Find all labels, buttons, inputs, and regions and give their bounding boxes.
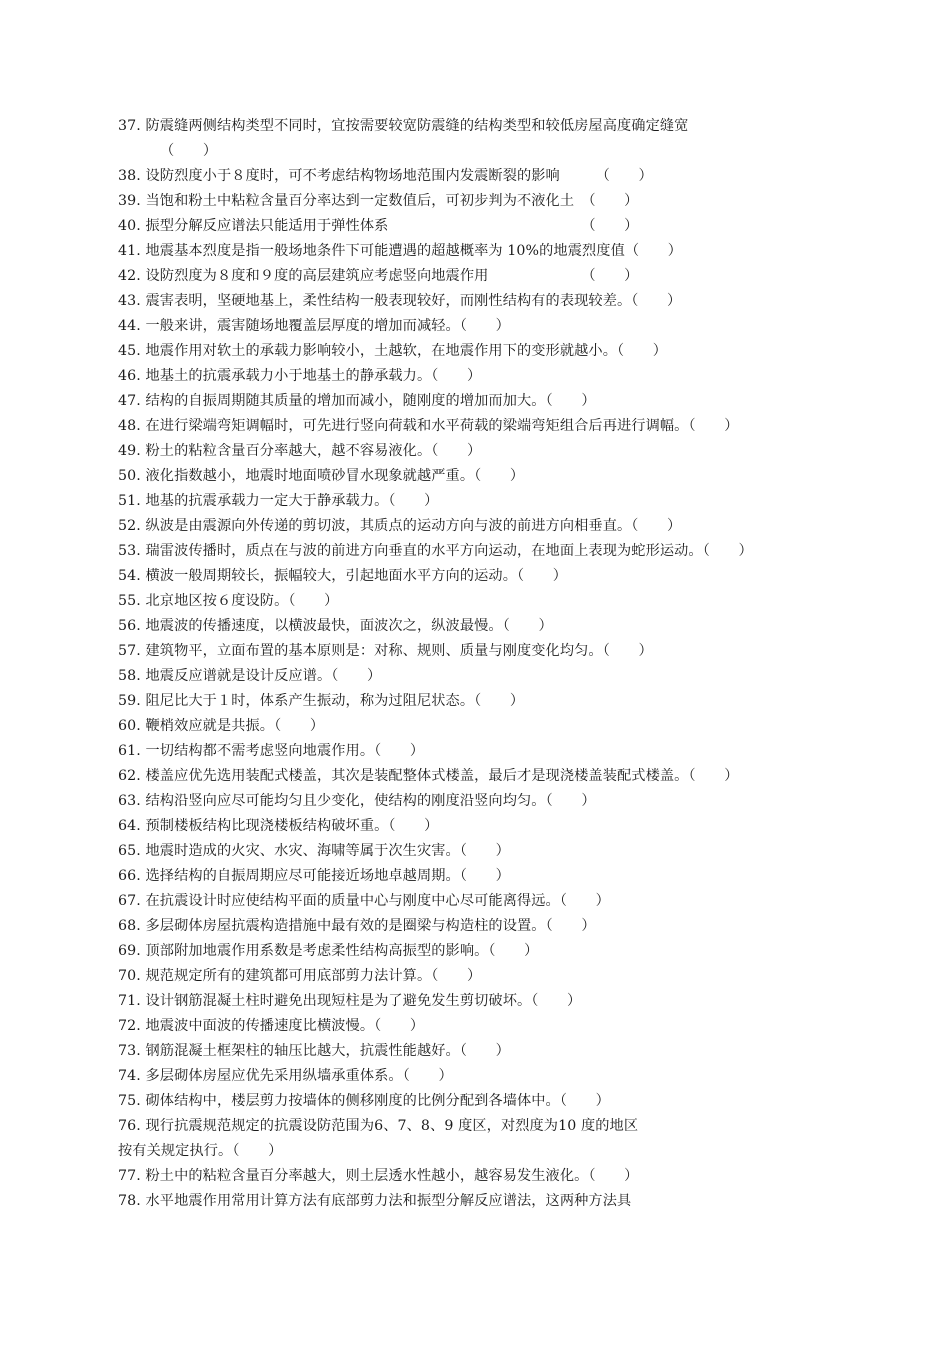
question-number: 50. xyxy=(118,468,141,484)
question-item xyxy=(118,664,848,689)
question-text: 多层砌体房屋抗震构造措施中最有效的是圈梁与构造柱的设置。（ ） xyxy=(145,918,596,934)
question-item xyxy=(118,289,848,314)
question-item xyxy=(118,114,848,139)
question-number: 63. xyxy=(118,793,141,809)
question-item xyxy=(118,1064,848,1089)
question-number: 40. xyxy=(118,218,141,234)
question-number: 46. xyxy=(118,368,141,384)
question-item xyxy=(118,314,848,339)
question-number: 47. xyxy=(118,393,141,409)
question-item xyxy=(118,689,848,714)
question-text: 瑞雷波传播时，质点在与波的前进方向垂直的水平方向运动，在地面上表现为蛇形运动。（ ） xyxy=(145,543,753,559)
question-number: 41. xyxy=(118,243,141,259)
question-number: 77. xyxy=(118,1168,141,1184)
question-number: 39. xyxy=(118,193,141,209)
question-text: 楼盖应优先选用装配式楼盖，其次是装配整体式楼盖，最后才是现浇楼盖装配式楼盖。（ ） xyxy=(145,768,739,784)
question-item xyxy=(118,389,848,414)
question-number: 75. xyxy=(118,1093,141,1109)
question-number: 42. xyxy=(118,268,141,284)
question-item xyxy=(118,839,848,864)
question-number: 78. xyxy=(118,1193,141,1209)
question-item xyxy=(118,214,848,239)
question-text: 地震作用对软土的承载力影响较小，土越软，在地震作用下的变形就越小。（ ） xyxy=(145,343,668,359)
question-number: 45. xyxy=(118,343,141,359)
question-item xyxy=(118,1089,848,1114)
question-number: 43. xyxy=(118,293,141,309)
question-text: 现行抗震规范规定的抗震设防范围为6、7、8、9 度区，对烈度为10 度的地区 xyxy=(145,1118,639,1134)
question-item xyxy=(118,714,848,739)
question-text: 砌体结构中，楼层剪力按墙体的侧移刚度的比例分配到各墙体中。（ ） xyxy=(145,1093,610,1109)
question-continuation: （ ） xyxy=(160,143,218,159)
question-number: 48. xyxy=(118,418,141,434)
question-number: 72. xyxy=(118,1018,141,1034)
question-item xyxy=(118,414,848,439)
question-item xyxy=(118,989,848,1014)
question-number: 60. xyxy=(118,718,141,734)
question-text: 水平地震作用常用计算方法有底部剪力法和振型分解反应谱法，这两种方法具 xyxy=(145,1193,632,1209)
question-text: 地基的抗震承载力一定大于静承载力。（ ） xyxy=(145,493,439,509)
question-number: 71. xyxy=(118,993,141,1009)
question-number: 62. xyxy=(118,768,141,784)
question-item xyxy=(118,1039,848,1064)
question-text: 建筑物平，立面布置的基本原则是：对称、规则、质量与刚度变化均匀。（ ） xyxy=(145,643,653,659)
question-item xyxy=(118,614,848,639)
question-text: 设防烈度小于８度时，可不考虑结构物场地范围内发震断裂的影响 （ ） xyxy=(145,168,653,184)
question-item xyxy=(118,764,848,789)
question-text: 粉土的粘粒含量百分率越大，越不容易液化。（ ） xyxy=(145,443,482,459)
question-number: 59. xyxy=(118,693,141,709)
question-item xyxy=(118,589,848,614)
question-item xyxy=(118,164,848,189)
question-item xyxy=(118,964,848,989)
question-text: 当饱和粉土中粘粒含量百分率达到一定数值后，可初步判为不液化土 （ ） xyxy=(145,193,639,209)
question-item xyxy=(118,739,848,764)
question-text: 地震基本烈度是指一般场地条件下可能遭遇的超越概率为 10%的地震烈度值（ ） xyxy=(145,243,683,259)
question-text: 地震波中面波的传播速度比横波慢。（ ） xyxy=(145,1018,425,1034)
question-text: 地基土的抗震承载力小于地基土的静承载力。（ ） xyxy=(145,368,482,384)
question-number: 55. xyxy=(118,593,141,609)
question-item xyxy=(118,1014,848,1039)
question-item xyxy=(118,1164,848,1189)
question-number: 74. xyxy=(118,1068,141,1084)
question-item xyxy=(118,264,848,289)
question-item xyxy=(118,1189,848,1214)
question-number: 66. xyxy=(118,868,141,884)
question-number: 57. xyxy=(118,643,141,659)
question-number: 51. xyxy=(118,493,141,509)
question-item xyxy=(118,364,848,389)
question-text: 横波一般周期较长，振幅较大，引起地面水平方向的运动。（ ） xyxy=(145,568,568,584)
question-text: 结构的自振周期随其质量的增加而减小，随刚度的增加而加大。（ ） xyxy=(145,393,596,409)
question-number: 64. xyxy=(118,818,141,834)
question-number: 61. xyxy=(118,743,141,759)
question-item xyxy=(118,814,848,839)
question-list xyxy=(118,114,848,1214)
question-text: 振型分解反应谱法只能适用于弹性体系 （ ） xyxy=(145,218,639,234)
question-item xyxy=(118,889,848,914)
question-number: 73. xyxy=(118,1043,141,1059)
question-item xyxy=(118,239,848,264)
question-item xyxy=(118,564,848,589)
question-item xyxy=(118,489,848,514)
question-number: 53. xyxy=(118,543,141,559)
question-text: 顶部附加地震作用系数是考虑柔性结构高振型的影响。（ ） xyxy=(145,943,539,959)
question-text: 北京地区按６度设防。（ ） xyxy=(145,593,339,609)
question-text: 规范规定所有的建筑都可用底部剪力法计算。（ ） xyxy=(145,968,482,984)
question-text: 地震波的传播速度，以横波最快，面波次之，纵波最慢。（ ） xyxy=(145,618,553,634)
question-text: 多层砌体房屋应优先采用纵墙承重体系。（ ） xyxy=(145,1068,453,1084)
question-item xyxy=(118,439,848,464)
question-number: 70. xyxy=(118,968,141,984)
question-text: 阻尼比大于１时，体系产生振动，称为过阻尼状态。（ ） xyxy=(145,693,525,709)
question-text: 在进行梁端弯矩调幅时，可先进行竖向荷载和水平荷载的梁端弯矩组合后再进行调幅。（ ） xyxy=(145,418,739,434)
question-text: 选择结构的自振周期应尽可能接近场地卓越周期。（ ） xyxy=(145,868,510,884)
question-text: 粉土中的粘粒含量百分率越大，则土层透水性越小，越容易发生液化。（ ） xyxy=(145,1168,639,1184)
question-item xyxy=(118,539,848,564)
question-number: 44. xyxy=(118,318,141,334)
question-number: 56. xyxy=(118,618,141,634)
question-item xyxy=(118,514,848,539)
question-number: 69. xyxy=(118,943,141,959)
question-text: 结构沿竖向应尽可能均匀且少变化，使结构的刚度沿竖向均匀。（ ） xyxy=(145,793,596,809)
question-item xyxy=(118,339,848,364)
question-text: 设防烈度为８度和９度的高层建筑应考虑竖向地震作用 （ ） xyxy=(145,268,639,284)
question-number: 49. xyxy=(118,443,141,459)
question-number: 38. xyxy=(118,168,141,184)
question-item xyxy=(118,464,848,489)
question-text: 震害表明，坚硬地基上，柔性结构一般表现较好，而刚性结构有的表现较差。（ ） xyxy=(145,293,682,309)
question-text: 在抗震设计时应使结构平面的质量中心与刚度中心尽可能离得远。（ ） xyxy=(145,893,610,909)
question-text: 防震缝两侧结构类型不同时，宜按需要较宽防震缝的结构类型和较低房屋高度确定缝宽 xyxy=(145,118,689,134)
question-text: 地震时造成的火灾、水灾、海啸等属于次生灾害。（ ） xyxy=(145,843,510,859)
question-item xyxy=(118,939,848,964)
question-text: 纵波是由震源向外传递的剪切波，其质点的运动方向与波的前进方向相垂直。（ ） xyxy=(145,518,682,534)
question-item xyxy=(118,639,848,664)
question-number: 52. xyxy=(118,518,141,534)
question-text: 设计钢筋混凝土柱时避免出现短柱是为了避免发生剪切破坏。（ ） xyxy=(145,993,582,1009)
question-number: 67. xyxy=(118,893,141,909)
question-number: 37. xyxy=(118,118,141,134)
question-number: 65. xyxy=(118,843,141,859)
question-text: 地震反应谱就是设计反应谱。（ ） xyxy=(145,668,382,684)
question-text: 一般来讲，震害随场地覆盖层厚度的增加而减轻。（ ） xyxy=(145,318,510,334)
question-item xyxy=(118,864,848,889)
question-number: 76. xyxy=(118,1118,141,1134)
question-item xyxy=(118,789,848,814)
question-text: 预制楼板结构比现浇楼板结构破坏重。（ ） xyxy=(145,818,439,834)
question-text: 一切结构都不需考虑竖向地震作用。（ ） xyxy=(145,743,425,759)
question-number: 58. xyxy=(118,668,141,684)
question-text: 液化指数越小，地震时地面喷砂冒水现象就越严重。（ ） xyxy=(145,468,525,484)
question-item xyxy=(118,1114,848,1139)
question-item xyxy=(118,914,848,939)
question-continuation: 按有关规定执行。（ ） xyxy=(118,1143,283,1159)
question-text: 鞭梢效应就是共振。（ ） xyxy=(145,718,325,734)
question-item xyxy=(118,189,848,214)
question-number: 68. xyxy=(118,918,141,934)
question-text: 钢筋混凝土框架柱的轴压比越大，抗震性能越好。（ ） xyxy=(145,1043,510,1059)
question-number: 54. xyxy=(118,568,141,584)
